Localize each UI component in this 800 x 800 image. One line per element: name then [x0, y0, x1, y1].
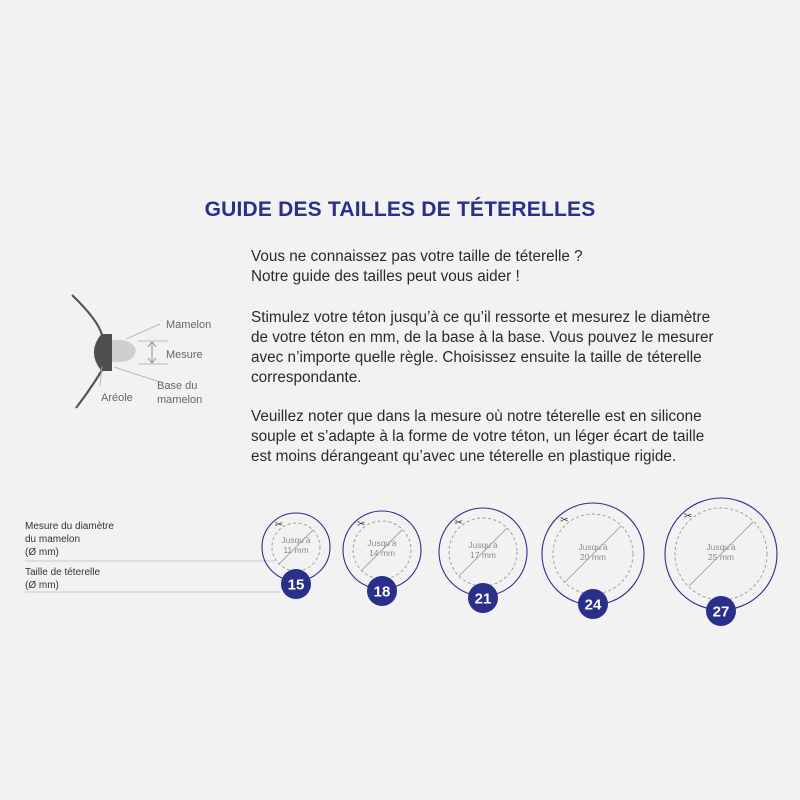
size-item-24	[542, 503, 644, 619]
instructions-line: correspondante.	[251, 369, 362, 386]
size-upto-label: Jusqu’à	[468, 540, 498, 550]
size-upto-label: Jusqu’à	[367, 538, 397, 548]
label-mamelon: Mamelon	[166, 319, 212, 331]
legend-measure-line: du mamelon	[25, 534, 81, 545]
nipple-shape	[112, 340, 136, 363]
note-line: est moins dérangeant qu’avec une téterelle en plastique rigide.	[251, 448, 677, 465]
label-base	[157, 379, 202, 407]
page-title: GUIDE DES TAILLES DE TÉTERELLES	[204, 198, 596, 221]
scissors-icon: ✂	[274, 519, 284, 531]
size-mm-label: 17 mm	[470, 550, 496, 560]
size-mm-label: 11 mm	[283, 545, 309, 555]
size-mm-label: 14 mm	[369, 548, 395, 558]
size-item-27	[665, 498, 777, 626]
size-mm-label: 20 mm	[580, 552, 606, 562]
size-badge-number: 15	[287, 576, 305, 594]
instructions-paragraph	[251, 308, 781, 388]
intro-line: Notre guide des tailles peut vous aider !	[251, 268, 520, 285]
size-badge-number: 18	[373, 583, 391, 601]
legend-size-line: Taille de téterelle	[25, 567, 101, 578]
size-upto-label: Jusqu’à	[281, 535, 311, 545]
label-base-line2: mamelon	[157, 394, 203, 406]
size-chart	[0, 480, 800, 630]
size-upto-label: Jusqu’à	[578, 542, 608, 552]
size-badge-number: 24	[584, 596, 602, 614]
size-mm-label: 25 mm	[708, 552, 734, 562]
size-upto-label: Jusqu’à	[706, 542, 736, 552]
size-item-18	[343, 511, 421, 606]
scissors-icon: ✂	[560, 515, 569, 527]
legend-measure-line: Mesure du diamètre	[25, 521, 114, 532]
instructions-line: avec n’importe quelle règle. Choisissez ensuite la taille de téterelle	[251, 349, 702, 366]
label-areole: Aréole	[101, 392, 133, 404]
note-line: souple et s’adapte à la forme de votre téton, un léger écart de taille	[251, 428, 705, 445]
scissors-icon: ✂	[454, 517, 463, 529]
instructions-line: Stimulez votre téton jusqu’à ce qu’il ressorte et mesurez le diamètre	[251, 309, 711, 326]
scissors-icon: ✂	[683, 510, 693, 522]
label-base-line1: Base du	[157, 380, 198, 392]
label-mesure: Mesure	[166, 349, 203, 361]
legend-measure-line: (Ø mm)	[25, 547, 59, 558]
size-badge-number: 21	[474, 590, 492, 608]
legend-size-line: (Ø mm)	[25, 580, 59, 591]
intro-paragraph	[251, 247, 781, 287]
scissors-icon: ✂	[357, 519, 366, 531]
note-paragraph	[251, 407, 781, 467]
note-line: Veuillez noter que dans la mesure où notre téterelle est en silicone	[251, 408, 702, 425]
intro-line: Vous ne connaissez pas votre taille de téterelle ?	[251, 248, 583, 265]
size-badge-number: 27	[712, 603, 730, 621]
size-item-21	[439, 508, 527, 613]
size-item-15	[262, 513, 330, 599]
instructions-line: de votre téton en mm, de la base à la base. Vous pouvez le mesurer	[251, 329, 714, 346]
